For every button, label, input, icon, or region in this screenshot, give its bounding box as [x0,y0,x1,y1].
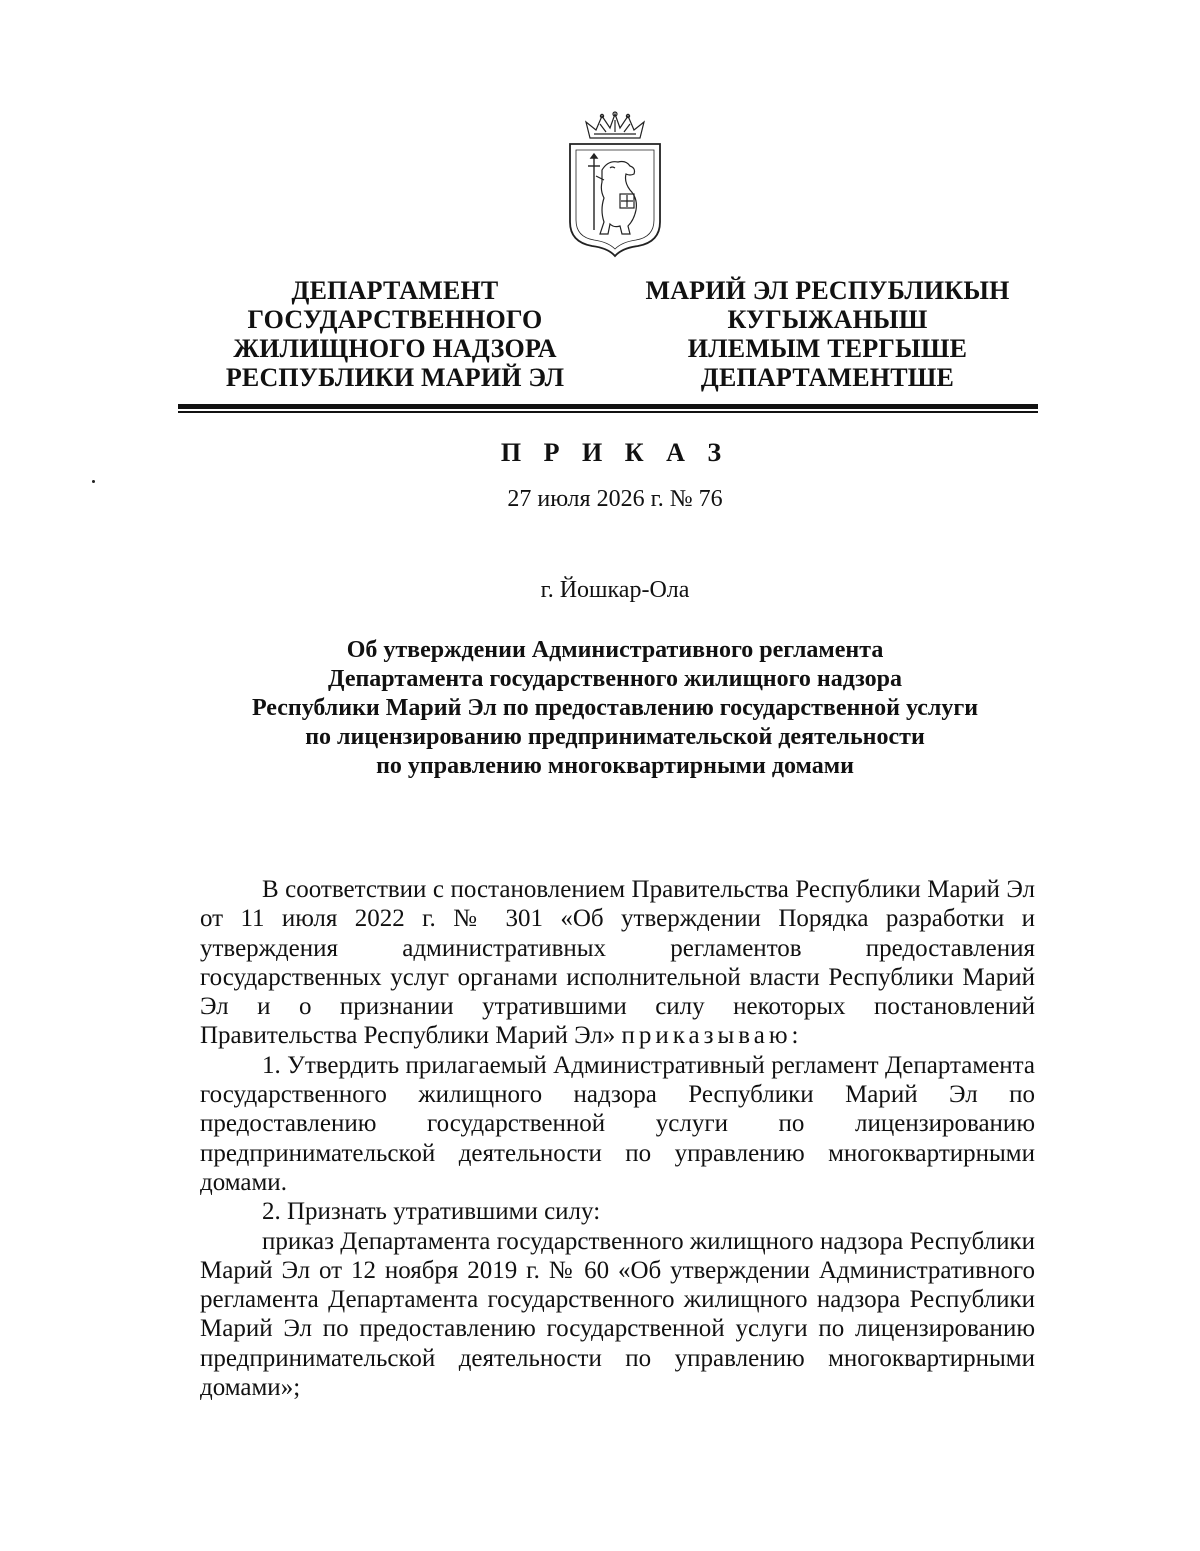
document-title-line: по лицензированию предпринимательской деятельности [305,724,925,750]
document-city: г. Йошкар-Ола [540,577,690,603]
organization-name-ru-line: ЖИЛИЩНОГО НАДЗОРА [233,334,557,363]
item-1-paragraph: 1. Утвердить прилагаемый Административный регламент Департамента государственного жилищного надзора Республики Марий Эл по предоставлению государственной услуги по лицензированию предпринимательской деятельности по управлению многоквартирными домами. [200,1051,1035,1196]
organization-name-mari-line: ДЕПАРТАМЕНТШЕ [700,363,955,392]
preamble-paragraph [200,875,1035,1051]
organization-name-ru-line: ГОСУДАРСТВЕННОГО [247,305,543,334]
organization-name-ru-line: РЕСПУБЛИКИ МАРИЙ ЭЛ [225,363,565,392]
organization-name-ru-line: ДЕПАРТАМЕНТ [291,276,499,305]
item-2-sub-paragraph: приказ Департамента государственного жилищного надзора Республики Марий Эл от 12 ноября 2019 г. № 60 «Об утверждении Административного регламента Департамента государственного жилищного надзора Республики Марий Эл по предоставлению государственной услуги по лицензированию предпринимательской деятельности по управлению многоквартирными домами»; [200,1227,1035,1402]
scan-speck [92,480,95,483]
item-2-paragraph: 2. Признать утратившими силу: [262,1198,601,1226]
order-word: приказываю: [621,1022,803,1050]
document-body [200,875,1035,1402]
organization-name-ru [210,276,580,392]
document-title-line: по управлению многоквартирными домами [376,753,854,779]
preamble-text: В соответствии с постановлением Правительства Республики Марий Эл от 11 июля 2022 г. № 301 «Об утверждении Порядка разработки и утверждения административных регламентов предоставления государственных услуг органами исполнительной власти Республики Марий Эл и о признании утратившими силу некоторых постановлений Правительства Республики Марий Эл» [200,876,1035,1050]
document-date-number: 27 июля 2026 г. № 76 [507,486,723,512]
document-title-line: Департамента государственного жилищного надзора [328,666,902,692]
organization-name-mari-line: КУГЫЖАНЫШ [727,305,928,334]
organization-name-mari-line: МАРИЙ ЭЛ РЕСПУБЛИКЫН [645,276,1010,305]
organization-name-mari-line: ИЛЕМЫМ ТЕРГЫШЕ [687,334,968,363]
header-divider-thin [178,411,1038,413]
document-title-line: Республики Марий Эл по предоставлению государственной услуги [251,695,979,721]
coat-of-arms-icon [560,110,670,260]
header-divider-thick [178,404,1038,409]
document-title-line: Об утверждении Административного регламента [346,637,884,663]
organization-name-mari [640,276,1015,392]
document-title [200,636,1030,781]
document-type: П Р И К А З [500,438,730,467]
